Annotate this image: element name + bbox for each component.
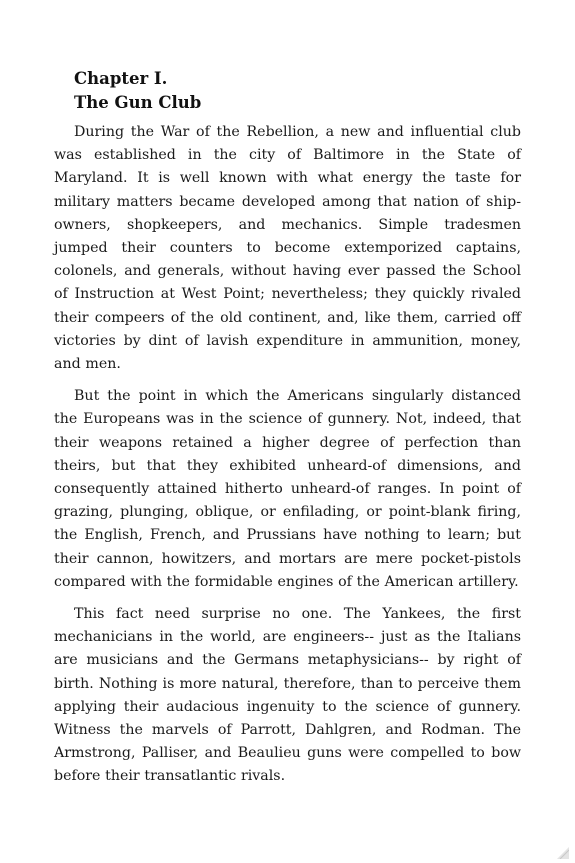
- chapter-number: Chapter I.: [74, 69, 168, 88]
- paragraph-1: During the War of the Rebellion, a new and influential club was established in the city of Baltimore in the State of Maryland. It is well known with what energy the taste for military matters became developed among that nation of ship-owners, shopkeepers, and mechanics. Simple tradesmen jumped their counters to become extemporized captains, colonels, and generals, without having ever passed the School of Instruction at West Point; nevertheless; they quickly rivaled their compeers of the old continent, and, like them, carried off victories by dint of lavish expenditure in ammunition, money, and men.: [54, 124, 521, 373]
- chapter-title: The Gun Club: [74, 93, 202, 112]
- chapter-heading: [74, 67, 521, 115]
- page-curl-icon: [557, 847, 569, 859]
- paragraph-3: This fact need surprise no one. The Yankees, the first mechanicians in the world, are engineers-- just as the Italians are musicians and the Germans metaphysicians-- by right of birth. Nothing is more natural, therefore, than to perceive them applying their audacious ingenuity to the science of gunnery. Witness the marvels of Parrott, Dahlgren, and Rodman. The Armstrong, Palliser, and Beaulieu guns were compelled to bow before their transatlantic rivals.: [54, 606, 521, 785]
- book-page: [54, 67, 521, 798]
- paragraph-2: But the point in which the Americans singularly distanced the Europeans was in the science of gunnery. Not, indeed, that their weapons retained a higher degree of perfection than theirs, but that they exhibited unheard-of dimensions, and consequently attained hitherto unheard-of ranges. In point of grazing, plunging, oblique, or enfilading, or point-blank firing, the English, French, and Prussians have nothing to learn; but their cannon, howitzers, and mortars are mere pocket-pistols compared with the formidable engines of the American artillery.: [54, 388, 521, 590]
